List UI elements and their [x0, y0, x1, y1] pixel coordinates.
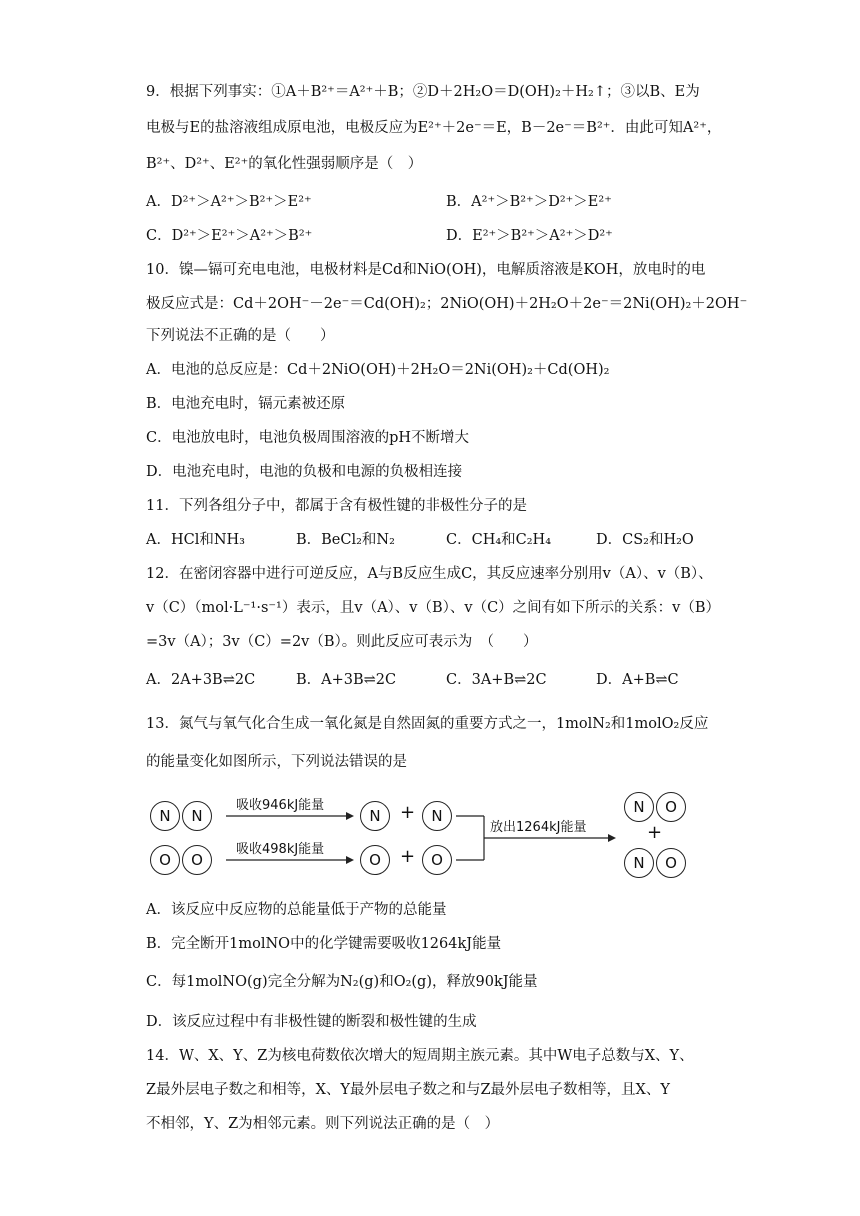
q14-stem-line3: 不相邻，Y、Z为相邻元素。则下列说法正确的是（ ） — [146, 1116, 500, 1132]
q9-stem-line2: 电极与E的盐溶液组成原电池，电极反应为E²⁺＋2e⁻＝E，B－2e⁻＝B²⁺．由此可知A²⁺， — [146, 120, 722, 136]
n-atom: N — [624, 848, 654, 878]
n-atom: N — [422, 801, 452, 831]
q11-stem: 11．下列各组分子中，都属于含有极性键的非极性分子的是 — [146, 498, 527, 514]
q12-stem-line3: =3v（A）；3v（C）=2v（B）。则此反应可表示为 （ ） — [146, 634, 538, 650]
q9-option-c: C．D²⁺＞E²⁺＞A²⁺＞B²⁺ — [146, 228, 313, 244]
release-label: 放出1264kJ能量 — [490, 820, 587, 835]
q9-stem-line3: B²⁺、D²⁺、E²⁺的氧化性强弱顺序是（ ） — [146, 156, 423, 172]
q10-option-b: B．电池充电时，镉元素被还原 — [146, 396, 346, 412]
q12-option-d: D．A+B⇌C — [596, 672, 679, 688]
q13-option-c: C．每1molNO(g)完全分解为N₂(g)和O₂(g)，释放90kJ能量 — [146, 974, 538, 990]
q12-option-c: C．3A+B⇌2C — [446, 672, 547, 688]
absorb-o-label: 吸收498kJ能量 — [236, 842, 325, 857]
q9-stem-line1: 9．根据下列事实：①A＋B²⁺＝A²⁺＋B；②D＋2H₂O＝D(OH)₂＋H₂↑；③以B、E为 — [146, 84, 700, 100]
q13-option-b: B．完全断开1molNO中的化学键需要吸收1264kJ能量 — [146, 936, 502, 952]
q12-option-a: A．2A+3B⇌2C — [146, 672, 256, 688]
q11-option-d: D．CS₂和H₂O — [596, 532, 694, 548]
plus-sign: + — [400, 802, 416, 823]
o-atom: O — [150, 845, 180, 875]
q10-stem-line1: 10．镍—镉可充电电池，电极材料是Cd和NiO(OH)，电解质溶液是KOH，放电时的电 — [146, 262, 706, 278]
absorb-n-label: 吸收946kJ能量 — [236, 798, 325, 813]
arrow-release-head — [608, 834, 616, 842]
q11-option-a: A．HCl和NH₃ — [146, 532, 245, 548]
o-atom: O — [656, 848, 686, 878]
arrow-o2-head — [346, 856, 354, 864]
q9-option-b: B．A²⁺＞B²⁺＞D²⁺＞E²⁺ — [446, 194, 612, 210]
q12-option-b: B．A+3B⇌2C — [296, 672, 397, 688]
q14-stem-line1: 14．W、X、Y、Z为核电荷数依次增大的短周期主族元素。其中W电子总数与X、Y、 — [146, 1048, 694, 1064]
plus-sign: + — [647, 822, 663, 843]
q13-stem-line2: 的能量变化如图所示，下列说法错误的是 — [146, 754, 407, 770]
q10-stem-line2: 极反应式是：Cd＋2OH⁻－2e⁻＝Cd(OH)₂；2NiO(OH)＋2H₂O＋2e⁻＝2Ni(OH)₂＋2OH⁻ — [146, 296, 748, 312]
q13-stem-line1: 13．氮气与氧气化合生成一氧化氮是自然固氮的重要方式之一，1molN₂和1molO₂反应 — [146, 716, 709, 732]
q12-stem-line1: 12．在密闭容器中进行可逆反应，A与B反应生成C，其反应速率分别用v（A）、v（B）、 — [146, 566, 713, 582]
q10-stem-line3: 下列说法不正确的是（ ） — [146, 328, 335, 344]
q13-option-a: A．该反应中反应物的总能量低于产物的总能量 — [146, 902, 447, 918]
q9-option-a: A．D²⁺＞A²⁺＞B²⁺＞E²⁺ — [146, 194, 312, 210]
n-atom: N — [182, 801, 212, 831]
q9-option-d: D．E²⁺＞B²⁺＞A²⁺＞D²⁺ — [446, 228, 613, 244]
n-atom: N — [624, 792, 654, 822]
q12-stem-line2: v（C）（mol·L⁻¹·s⁻¹）表示，且v（A）、v（B）、v（C）之间有如下所示的关系：v（B） — [146, 600, 721, 616]
q11-option-c: C．CH₄和C₂H₄ — [446, 532, 552, 548]
o-atom: O — [360, 845, 390, 875]
q14-stem-line2: Z最外层电子数之和相等，X、Y最外层电子数之和与Z最外层电子数相等，且X、Y — [146, 1082, 670, 1098]
o-atom: O — [656, 792, 686, 822]
energy-diagram — [150, 786, 710, 882]
o-atom: O — [182, 845, 212, 875]
q10-option-d: D．电池充电时，电池的负极和电源的负极相连接 — [146, 464, 463, 480]
q10-option-a: A．电池的总反应是：Cd＋2NiO(OH)＋2H₂O＝2Ni(OH)₂＋Cd(OH)₂ — [146, 362, 610, 378]
arrow-n2-head — [346, 812, 354, 820]
n-atom: N — [150, 801, 180, 831]
q13-option-d: D．该反应过程中有非极性键的断裂和极性键的生成 — [146, 1014, 477, 1030]
q10-option-c: C．电池放电时，电池负极周围溶液的pH不断增大 — [146, 430, 470, 446]
n-atom: N — [360, 801, 390, 831]
o-atom: O — [422, 845, 452, 875]
plus-sign: + — [400, 846, 416, 867]
q11-option-b: B．BeCl₂和N₂ — [296, 532, 395, 548]
